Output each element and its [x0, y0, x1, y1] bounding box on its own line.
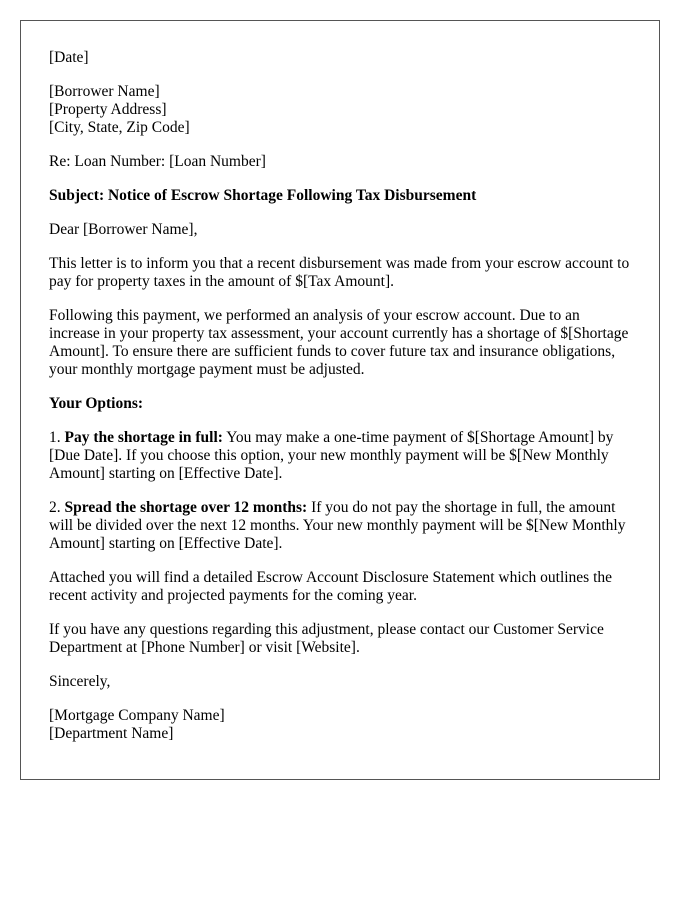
paragraph-attachment: Attached you will find a detailed Escrow Account Disclosure Statement which outlines the recent activity and projected payments for the coming year.: [49, 569, 613, 604]
option-text: You may make a one-time payment of $[Shortage Amount] by [Due Date]. If you choose this option, your new monthly payment will be $[New Monthly Amount] starting on [Effective Date].: [49, 429, 614, 482]
option-title: Spread the shortage over 12 months:: [64, 499, 308, 516]
recipient-property-address: [Property Address]: [49, 101, 167, 118]
salutation: Dear [Borrower Name],: [49, 221, 198, 238]
paragraph-contact: If you have any questions regarding this adjustment, please contact our Customer Service Department at [Phone Number] or visit [Website].: [49, 621, 604, 656]
subject-line: Subject: Notice of Escrow Shortage Following Tax Disbursement: [49, 187, 477, 204]
signature-block: [49, 707, 631, 743]
option-pay-in-full: [49, 429, 631, 483]
paragraph-analysis: Following this payment, we performed an analysis of your escrow account. Due to an increase in your property tax assessment, your account currently has a shortage of $[Shortage Amount]. To ensure there are sufficient funds to cover future tax and insurance obligations, your monthly mortgage payment must be adjusted.: [49, 307, 629, 378]
option-title: Pay the shortage in full:: [64, 429, 223, 446]
recipient-city-state-zip: [City, State, Zip Code]: [49, 119, 190, 136]
recipient-name: [Borrower Name]: [49, 83, 160, 100]
re-line: Re: Loan Number: [Loan Number]: [49, 153, 266, 170]
letter-date: [Date]: [49, 49, 89, 66]
closing: Sincerely,: [49, 673, 111, 690]
option-number: 2.: [49, 499, 65, 516]
signature-department: [Department Name]: [49, 725, 174, 742]
option-text: If you do not pay the shortage in full, the amount will be divided over the next 12 months. Your new monthly payment will be $[New Monthly Amount] starting on [Effective Date].: [49, 499, 626, 552]
option-number: 1.: [49, 429, 65, 446]
option-spread-12-months: [49, 499, 631, 553]
options-heading: Your Options:: [49, 395, 144, 412]
letter-document: [20, 20, 660, 780]
signature-company: [Mortgage Company Name]: [49, 707, 225, 724]
recipient-address-block: [49, 83, 631, 137]
paragraph-disbursement: This letter is to inform you that a recent disbursement was made from your escrow account to pay for property taxes in the amount of $[Tax Amount].: [49, 255, 630, 290]
